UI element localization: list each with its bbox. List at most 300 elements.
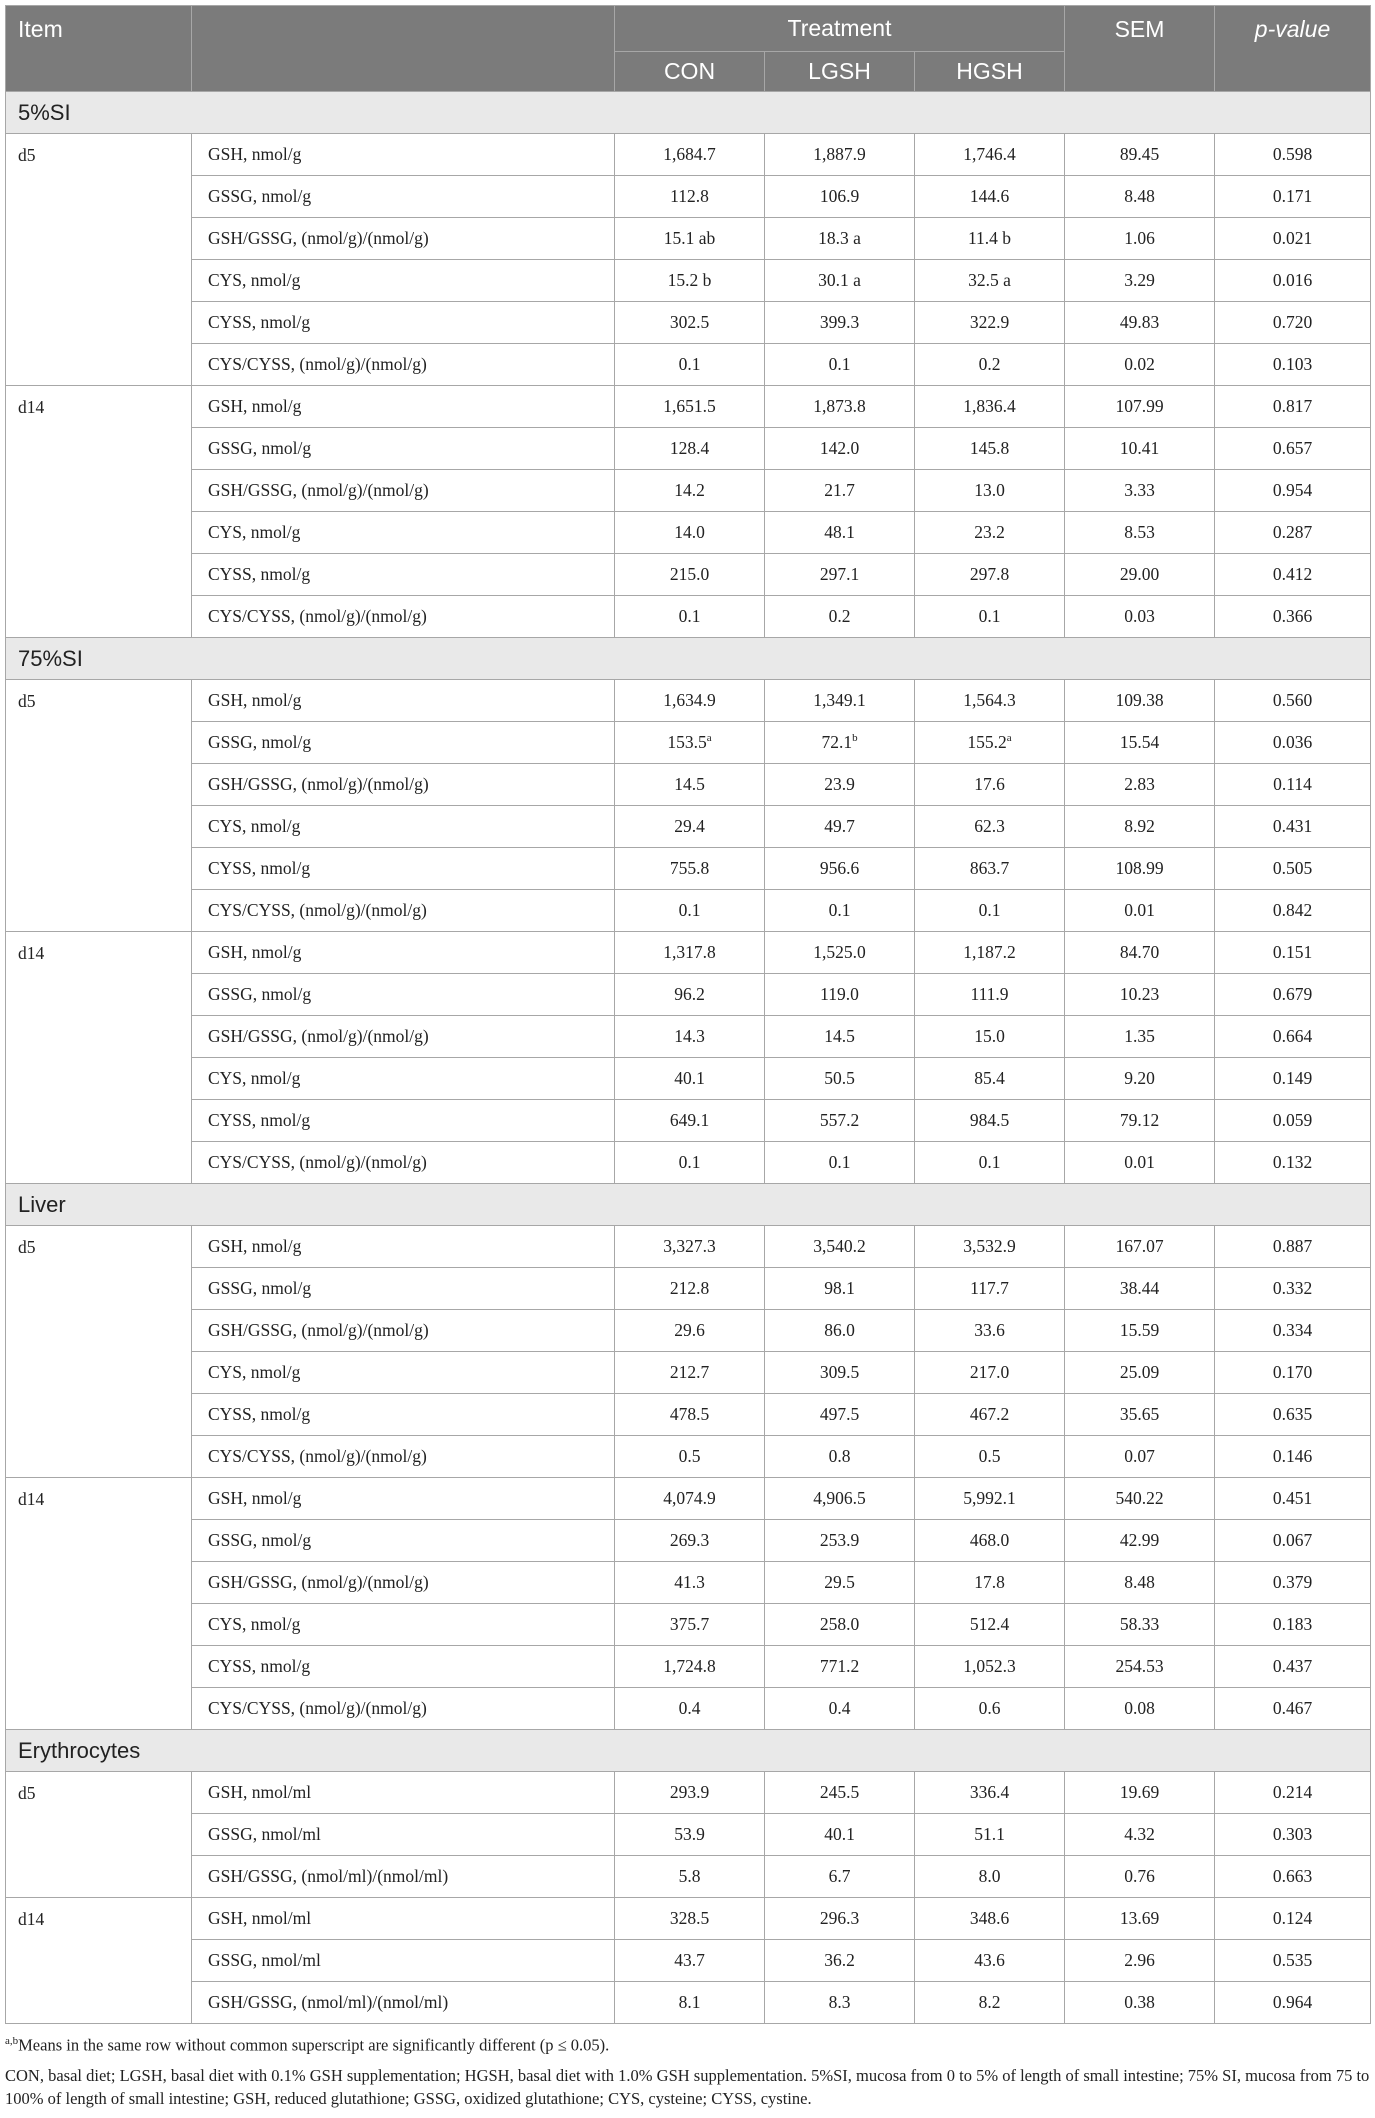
variable-cell: CYSS, nmol/g <box>192 1100 615 1142</box>
hgsh-cell <box>915 1310 1065 1352</box>
lgsh-cell <box>765 428 915 470</box>
day-label: d5 <box>6 1772 192 1898</box>
header-p-value-label: p-value <box>1254 16 1331 42</box>
lgsh-value: 14.5 <box>824 1026 855 1046</box>
con-cell <box>615 1940 765 1982</box>
con-cell <box>615 428 765 470</box>
sem-cell: 107.99 <box>1065 386 1215 428</box>
con-value: 212.7 <box>669 1362 710 1382</box>
con-value: 0.1 <box>678 1152 701 1172</box>
variable-cell: CYS, nmol/g <box>192 1352 615 1394</box>
hgsh-value: 51.1 <box>974 1824 1005 1844</box>
con-value: 269.3 <box>669 1530 710 1550</box>
variable-cell: CYS/CYSS, (nmol/g)/(nmol/g) <box>192 596 615 638</box>
lgsh-superscript: b <box>852 732 858 745</box>
lgsh-cell <box>765 1394 915 1436</box>
sem-cell: 13.69 <box>1065 1898 1215 1940</box>
hgsh-value: 1,187.2 <box>963 942 1016 962</box>
lgsh-value: 119.0 <box>820 984 859 1004</box>
variable-cell: CYS, nmol/g <box>192 1604 615 1646</box>
lgsh-value: 8.3 <box>828 1992 851 2012</box>
hgsh-value: 43.6 <box>974 1950 1005 1970</box>
hgsh-cell <box>915 176 1065 218</box>
header-hgsh: HGSH <box>915 52 1065 92</box>
p-value-cell: 0.657 <box>1215 428 1371 470</box>
section-title: 75%SI <box>6 638 1371 680</box>
con-value: 1,317.8 <box>663 942 716 962</box>
lgsh-cell <box>765 848 915 890</box>
p-value-cell: 0.964 <box>1215 1982 1371 2024</box>
hgsh-cell <box>915 344 1065 386</box>
hgsh-cell <box>915 386 1065 428</box>
table-row <box>6 260 1371 302</box>
con-cell <box>615 1478 765 1520</box>
hgsh-value: 3,532.9 <box>963 1236 1016 1256</box>
hgsh-value: 0.1 <box>978 606 1001 626</box>
p-value-cell: 0.016 <box>1215 260 1371 302</box>
lgsh-value: 72.1 <box>821 732 853 752</box>
lgsh-value: 36.2 <box>824 1950 855 1970</box>
con-cell <box>615 596 765 638</box>
lgsh-cell <box>765 1226 915 1268</box>
hgsh-cell <box>915 1982 1065 2024</box>
variable-cell: GSH, nmol/ml <box>192 1898 615 1940</box>
variable-cell: GSH, nmol/g <box>192 1478 615 1520</box>
hgsh-cell <box>915 1352 1065 1394</box>
hgsh-cell <box>915 1436 1065 1478</box>
sem-cell: 0.02 <box>1065 344 1215 386</box>
hgsh-cell <box>915 1100 1065 1142</box>
lgsh-value: 40.1 <box>824 1824 855 1844</box>
lgsh-value: 49.7 <box>824 816 855 836</box>
variable-cell: CYSS, nmol/g <box>192 554 615 596</box>
hgsh-cell <box>915 1478 1065 1520</box>
con-value: 53.9 <box>674 1824 705 1844</box>
p-value-cell: 0.451 <box>1215 1478 1371 1520</box>
p-value-cell: 0.067 <box>1215 1520 1371 1562</box>
hgsh-cell <box>915 1898 1065 1940</box>
con-value: 0.1 <box>678 606 701 626</box>
con-value: 0.5 <box>678 1446 701 1466</box>
p-value-cell: 0.887 <box>1215 1226 1371 1268</box>
variable-cell: CYS/CYSS, (nmol/g)/(nmol/g) <box>192 1688 615 1730</box>
hgsh-cell <box>915 890 1065 932</box>
table-row <box>6 1100 1371 1142</box>
variable-cell: CYS, nmol/g <box>192 260 615 302</box>
hgsh-cell <box>915 722 1065 764</box>
lgsh-cell <box>765 974 915 1016</box>
hgsh-value: 0.1 <box>978 1152 1001 1172</box>
hgsh-value: 348.6 <box>969 1908 1010 1928</box>
variable-cell: GSSG, nmol/g <box>192 1268 615 1310</box>
p-value-cell: 0.103 <box>1215 344 1371 386</box>
con-cell <box>615 1814 765 1856</box>
lgsh-cell <box>765 680 915 722</box>
lgsh-value: 0.1 <box>828 354 851 374</box>
p-value-cell: 0.332 <box>1215 1268 1371 1310</box>
table-row <box>6 1226 1371 1268</box>
con-value: 43.7 <box>674 1950 705 1970</box>
sem-cell: 89.45 <box>1065 134 1215 176</box>
lgsh-value: 6.7 <box>828 1866 851 1886</box>
lgsh-cell <box>765 1562 915 1604</box>
footnote-sup: a,b <box>5 2035 19 2047</box>
day-label: d5 <box>6 1226 192 1478</box>
lgsh-value: 1,525.0 <box>813 942 866 962</box>
p-value-cell: 0.132 <box>1215 1142 1371 1184</box>
section-row <box>6 1184 1371 1226</box>
hgsh-value: 17.6 <box>974 774 1005 794</box>
hgsh-value: 0.1 <box>978 900 1001 920</box>
footnote-abbreviations: CON, basal diet; LGSH, basal diet with 0.1% GSH supplementation; HGSH, basal diet with 1.0% GSH supplementation. 5%SI, mucosa from 0 to 5% of length of small intestine; 75% SI, mucosa from 75 to 100% of length of small intestine; GSH, reduced glutathione; GSSG, oxidized glutathione; CYS, cysteine; CYSS, cystine. <box>5 2066 1370 2108</box>
con-value: 1,684.7 <box>663 144 716 164</box>
p-value-cell: 0.679 <box>1215 974 1371 1016</box>
lgsh-value: 399.3 <box>819 312 860 332</box>
table-row <box>6 386 1371 428</box>
lgsh-value: 48.1 <box>824 522 855 542</box>
hgsh-value: 23.2 <box>974 522 1005 542</box>
con-cell <box>615 1646 765 1688</box>
con-value: 29.4 <box>674 816 705 836</box>
lgsh-cell <box>765 1016 915 1058</box>
variable-cell: CYS/CYSS, (nmol/g)/(nmol/g) <box>192 344 615 386</box>
sem-cell: 58.33 <box>1065 1604 1215 1646</box>
header-sem: SEM <box>1065 6 1215 92</box>
variable-cell: CYSS, nmol/g <box>192 1394 615 1436</box>
hgsh-value: 0.2 <box>978 354 1001 374</box>
table-row <box>6 932 1371 974</box>
sem-cell: 25.09 <box>1065 1352 1215 1394</box>
con-cell <box>615 1982 765 2024</box>
variable-cell: GSH, nmol/g <box>192 932 615 974</box>
con-cell <box>615 218 765 260</box>
table-row <box>6 680 1371 722</box>
lgsh-value: 0.1 <box>828 1152 851 1172</box>
hgsh-value: 33.6 <box>974 1320 1005 1340</box>
variable-cell: GSH, nmol/g <box>192 134 615 176</box>
lgsh-value: 1,887.9 <box>813 144 866 164</box>
hgsh-value: 512.4 <box>969 1614 1010 1634</box>
lgsh-value: 309.5 <box>819 1362 860 1382</box>
lgsh-cell <box>765 512 915 554</box>
lgsh-cell <box>765 344 915 386</box>
section-row <box>6 638 1371 680</box>
lgsh-value: 258.0 <box>819 1614 860 1634</box>
con-cell <box>615 554 765 596</box>
table-row <box>6 1604 1371 1646</box>
p-value-cell: 0.431 <box>1215 806 1371 848</box>
header-treatment: Treatment <box>615 6 1065 52</box>
sem-cell: 108.99 <box>1065 848 1215 890</box>
lgsh-value: 21.7 <box>824 480 855 500</box>
con-value: 0.4 <box>678 1698 701 1718</box>
table-row <box>6 344 1371 386</box>
lgsh-cell <box>765 932 915 974</box>
con-value: 1,634.9 <box>663 690 716 710</box>
table-row <box>6 1562 1371 1604</box>
lgsh-cell <box>765 806 915 848</box>
con-cell <box>615 1142 765 1184</box>
hgsh-cell <box>915 302 1065 344</box>
table-row <box>6 428 1371 470</box>
lgsh-value: 956.6 <box>819 858 860 878</box>
con-cell <box>615 848 765 890</box>
hgsh-cell <box>915 764 1065 806</box>
lgsh-value: 0.1 <box>828 900 851 920</box>
hgsh-value: 32.5 a <box>968 270 1011 290</box>
sem-cell: 29.00 <box>1065 554 1215 596</box>
table-row <box>6 1478 1371 1520</box>
section-title: Erythrocytes <box>6 1730 1371 1772</box>
hgsh-value: 85.4 <box>974 1068 1005 1088</box>
section-row <box>6 1730 1371 1772</box>
sem-cell: 38.44 <box>1065 1268 1215 1310</box>
sem-cell: 1.35 <box>1065 1016 1215 1058</box>
day-label: d14 <box>6 386 192 638</box>
hgsh-value: 13.0 <box>974 480 1005 500</box>
sem-cell: 8.92 <box>1065 806 1215 848</box>
sem-cell: 1.06 <box>1065 218 1215 260</box>
lgsh-cell <box>765 764 915 806</box>
table-row <box>6 806 1371 848</box>
table-row <box>6 1940 1371 1982</box>
con-cell <box>615 722 765 764</box>
lgsh-cell <box>765 302 915 344</box>
day-label: d14 <box>6 932 192 1184</box>
hgsh-value: 336.4 <box>969 1782 1010 1802</box>
day-label: d5 <box>6 134 192 386</box>
p-value-cell: 0.412 <box>1215 554 1371 596</box>
con-value: 328.5 <box>669 1908 710 1928</box>
sem-cell: 15.54 <box>1065 722 1215 764</box>
p-value-cell: 0.146 <box>1215 1436 1371 1478</box>
p-value-cell: 0.505 <box>1215 848 1371 890</box>
sem-cell: 2.83 <box>1065 764 1215 806</box>
hgsh-value: 1,564.3 <box>963 690 1016 710</box>
lgsh-cell <box>765 1268 915 1310</box>
variable-cell: GSH/GSSG, (nmol/ml)/(nmol/ml) <box>192 1982 615 2024</box>
con-cell <box>615 680 765 722</box>
variable-cell: CYS/CYSS, (nmol/g)/(nmol/g) <box>192 1436 615 1478</box>
lgsh-value: 23.9 <box>824 774 855 794</box>
hgsh-value: 217.0 <box>969 1362 1010 1382</box>
lgsh-cell <box>765 1604 915 1646</box>
sem-cell: 4.32 <box>1065 1814 1215 1856</box>
p-value-cell: 0.635 <box>1215 1394 1371 1436</box>
lgsh-cell <box>765 1688 915 1730</box>
con-value: 15.1 ab <box>663 228 716 248</box>
p-value-cell: 0.151 <box>1215 932 1371 974</box>
hgsh-value: 0.6 <box>978 1698 1001 1718</box>
table-row <box>6 1058 1371 1100</box>
con-value: 153.5 <box>667 732 707 752</box>
variable-cell: GSH/GSSG, (nmol/g)/(nmol/g) <box>192 1562 615 1604</box>
p-value-cell: 0.560 <box>1215 680 1371 722</box>
sem-cell: 167.07 <box>1065 1226 1215 1268</box>
con-cell <box>615 890 765 932</box>
lgsh-cell <box>765 722 915 764</box>
hgsh-cell <box>915 1814 1065 1856</box>
hgsh-cell <box>915 1520 1065 1562</box>
con-value: 14.2 <box>674 480 705 500</box>
con-cell <box>615 512 765 554</box>
lgsh-value: 1,349.1 <box>813 690 866 710</box>
variable-cell: CYSS, nmol/g <box>192 1646 615 1688</box>
sem-cell: 0.76 <box>1065 1856 1215 1898</box>
hgsh-cell <box>915 1016 1065 1058</box>
con-value: 8.1 <box>678 1992 701 2012</box>
lgsh-cell <box>765 1478 915 1520</box>
variable-cell: GSH/GSSG, (nmol/g)/(nmol/g) <box>192 764 615 806</box>
con-cell <box>615 1394 765 1436</box>
con-value: 3,327.3 <box>663 1236 716 1256</box>
p-value-cell: 0.171 <box>1215 176 1371 218</box>
table-row <box>6 1436 1371 1478</box>
section-title: Liver <box>6 1184 1371 1226</box>
con-value: 215.0 <box>669 564 710 584</box>
sem-cell: 540.22 <box>1065 1478 1215 1520</box>
hgsh-value: 117.7 <box>970 1278 1009 1298</box>
sem-cell: 42.99 <box>1065 1520 1215 1562</box>
sem-cell: 0.08 <box>1065 1688 1215 1730</box>
variable-cell: GSSG, nmol/g <box>192 722 615 764</box>
header-lgsh: LGSH <box>765 52 915 92</box>
lgsh-value: 253.9 <box>819 1530 860 1550</box>
lgsh-value: 296.3 <box>819 1908 860 1928</box>
lgsh-cell <box>765 596 915 638</box>
con-value: 212.8 <box>669 1278 710 1298</box>
hgsh-value: 467.2 <box>969 1404 1010 1424</box>
hgsh-cell <box>915 470 1065 512</box>
variable-cell: GSH, nmol/g <box>192 386 615 428</box>
data-table-wrapper <box>5 5 1370 2024</box>
sem-cell: 19.69 <box>1065 1772 1215 1814</box>
con-value: 4,074.9 <box>663 1488 716 1508</box>
table-row <box>6 176 1371 218</box>
con-cell <box>615 1772 765 1814</box>
lgsh-cell <box>765 1310 915 1352</box>
table-row <box>6 1646 1371 1688</box>
hgsh-value: 984.5 <box>969 1110 1010 1130</box>
hgsh-cell <box>915 1268 1065 1310</box>
table-body <box>6 92 1371 2024</box>
sem-cell: 0.03 <box>1065 596 1215 638</box>
lgsh-cell <box>765 1898 915 1940</box>
sem-cell: 8.48 <box>1065 1562 1215 1604</box>
table-row <box>6 470 1371 512</box>
lgsh-cell <box>765 1772 915 1814</box>
con-value: 96.2 <box>674 984 705 1004</box>
lgsh-value: 245.5 <box>819 1782 860 1802</box>
hgsh-cell <box>915 1856 1065 1898</box>
con-value: 14.0 <box>674 522 705 542</box>
sem-cell: 3.29 <box>1065 260 1215 302</box>
hgsh-cell <box>915 932 1065 974</box>
p-value-cell: 0.598 <box>1215 134 1371 176</box>
table-row <box>6 1142 1371 1184</box>
hgsh-cell <box>915 1688 1065 1730</box>
hgsh-cell <box>915 1394 1065 1436</box>
hgsh-value: 468.0 <box>969 1530 1010 1550</box>
con-cell <box>615 1562 765 1604</box>
footnote-significance-text: Means in the same row without common superscript are significantly different (p ≤ 0.05). <box>18 2035 610 2055</box>
con-cell <box>615 302 765 344</box>
lgsh-cell <box>765 1142 915 1184</box>
lgsh-cell <box>765 1436 915 1478</box>
lgsh-cell <box>765 260 915 302</box>
lgsh-cell <box>765 1982 915 2024</box>
variable-cell: CYS, nmol/g <box>192 806 615 848</box>
header-p-value <box>1215 6 1371 92</box>
sem-cell: 0.01 <box>1065 890 1215 932</box>
con-cell <box>615 1436 765 1478</box>
day-label: d5 <box>6 680 192 932</box>
hgsh-cell <box>915 806 1065 848</box>
variable-cell: GSH/GSSG, (nmol/g)/(nmol/g) <box>192 218 615 260</box>
con-cell <box>615 134 765 176</box>
table-row <box>6 1814 1371 1856</box>
lgsh-cell <box>765 218 915 260</box>
lgsh-cell <box>765 1520 915 1562</box>
p-value-cell: 0.954 <box>1215 470 1371 512</box>
hgsh-value: 8.2 <box>978 1992 1001 2012</box>
hgsh-value: 863.7 <box>969 858 1010 878</box>
lgsh-value: 557.2 <box>819 1110 860 1130</box>
table-row <box>6 134 1371 176</box>
lgsh-value: 1,873.8 <box>813 396 866 416</box>
table-row <box>6 1982 1371 2024</box>
hgsh-value: 1,836.4 <box>963 396 1016 416</box>
variable-cell: GSSG, nmol/g <box>192 974 615 1016</box>
lgsh-value: 497.5 <box>819 1404 860 1424</box>
sem-cell: 0.01 <box>1065 1142 1215 1184</box>
variable-cell: GSSG, nmol/g <box>192 176 615 218</box>
sem-cell: 10.41 <box>1065 428 1215 470</box>
hgsh-value: 11.4 b <box>967 228 1012 248</box>
hgsh-cell <box>915 1226 1065 1268</box>
lgsh-value: 50.5 <box>824 1068 855 1088</box>
sem-cell: 0.38 <box>1065 1982 1215 2024</box>
hgsh-cell <box>915 134 1065 176</box>
table-row <box>6 1688 1371 1730</box>
table-row <box>6 1310 1371 1352</box>
lgsh-value: 0.8 <box>828 1446 851 1466</box>
sem-cell: 3.33 <box>1065 470 1215 512</box>
sem-cell: 2.96 <box>1065 1940 1215 1982</box>
lgsh-cell <box>765 890 915 932</box>
lgsh-value: 98.1 <box>824 1278 855 1298</box>
con-cell <box>615 1898 765 1940</box>
con-cell <box>615 260 765 302</box>
lgsh-value: 29.5 <box>824 1572 855 1592</box>
sem-cell: 109.38 <box>1065 680 1215 722</box>
hgsh-cell <box>915 1058 1065 1100</box>
hgsh-cell <box>915 680 1065 722</box>
lgsh-cell <box>765 386 915 428</box>
variable-cell: GSSG, nmol/ml <box>192 1814 615 1856</box>
sem-cell: 9.20 <box>1065 1058 1215 1100</box>
con-value: 293.9 <box>669 1782 710 1802</box>
lgsh-cell <box>765 1856 915 1898</box>
hgsh-cell <box>915 596 1065 638</box>
variable-cell: CYS/CYSS, (nmol/g)/(nmol/g) <box>192 890 615 932</box>
p-value-cell: 0.114 <box>1215 764 1371 806</box>
variable-cell: GSH/GSSG, (nmol/g)/(nmol/g) <box>192 470 615 512</box>
con-cell <box>615 1058 765 1100</box>
p-value-cell: 0.124 <box>1215 1898 1371 1940</box>
sem-cell: 15.59 <box>1065 1310 1215 1352</box>
lgsh-cell <box>765 1814 915 1856</box>
